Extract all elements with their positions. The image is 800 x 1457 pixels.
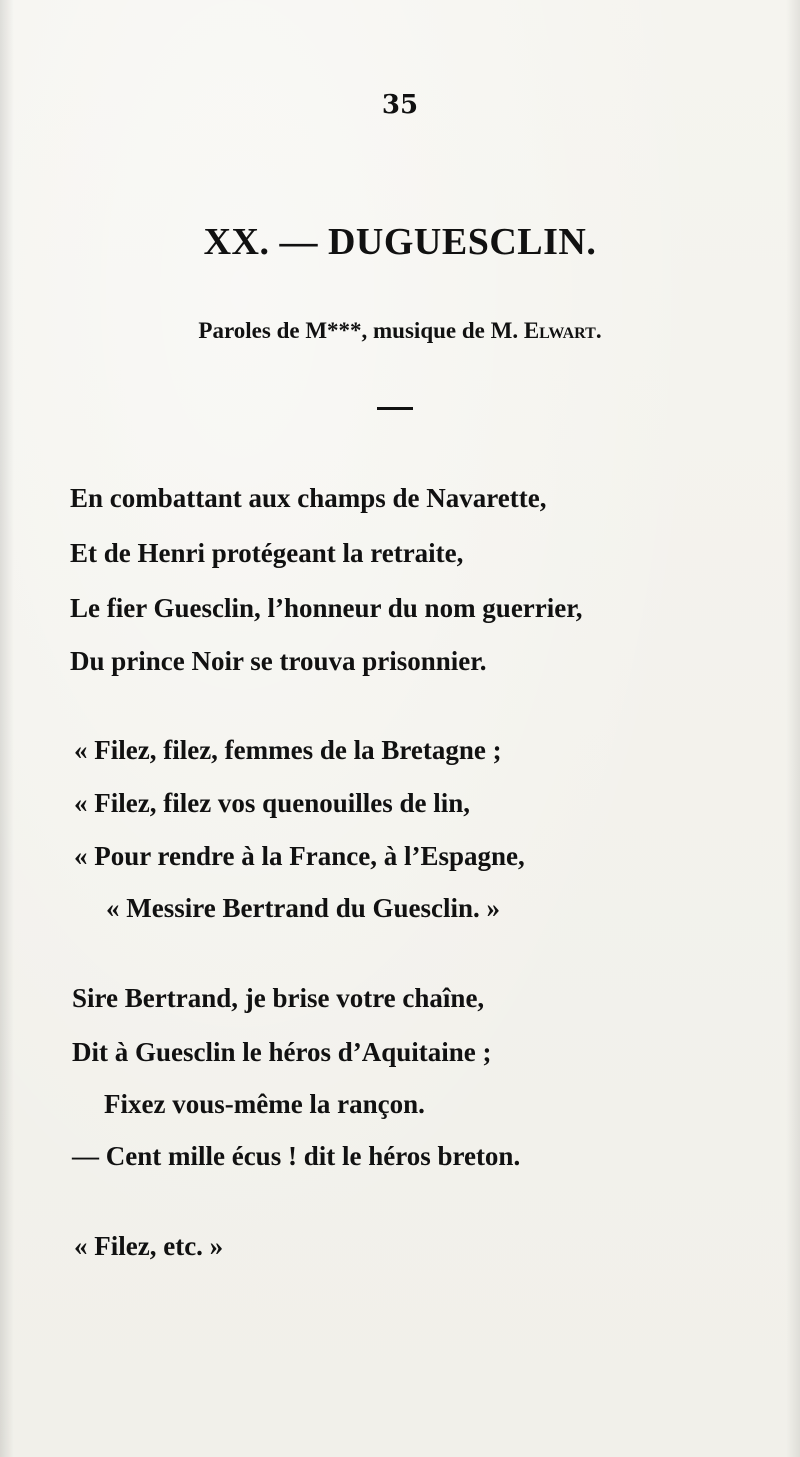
song-title: XX. — DUGUESCLIN.: [203, 221, 597, 263]
verse-line: En combattant aux champs de Navarette,: [70, 483, 547, 513]
composer-name: Elwart.: [523, 318, 602, 343]
refrain-line: « Messire Bertrand du Guesclin. »: [106, 893, 500, 923]
verse-line: — Cent mille écus ! dit le héros breton.: [72, 1141, 521, 1171]
refrain-line: « Pour rendre à la France, à l’Espagne,: [74, 841, 525, 871]
verse-line: Fixez vous-même la rançon.: [104, 1089, 425, 1119]
section-divider: [377, 407, 413, 410]
verse-line: Dit à Guesclin le héros d’Aquitaine ;: [72, 1037, 492, 1067]
refrain-line: « Filez, filez, femmes de la Bretagne ;: [74, 735, 502, 765]
page-edge-shadow-right: [786, 0, 800, 1457]
refrain-line: « Filez, filez vos quenouilles de lin,: [74, 788, 470, 818]
verse-line: Et de Henri protégeant la retraite,: [70, 538, 464, 568]
verse-line: Le fier Guesclin, l’honneur du nom guerrier,: [70, 593, 583, 623]
song-credits: [0, 318, 800, 344]
verse-line: Sire Bertrand, je brise votre chaîne,: [72, 983, 485, 1013]
page-number: 35: [381, 90, 419, 120]
page-edge-shadow-left: [0, 0, 14, 1457]
credits-text: Paroles de M***, musique de M.: [198, 318, 524, 343]
refrain-reference: « Filez, etc. »: [74, 1231, 224, 1261]
verse-line: Du prince Noir se trouva prisonnier.: [70, 646, 487, 676]
